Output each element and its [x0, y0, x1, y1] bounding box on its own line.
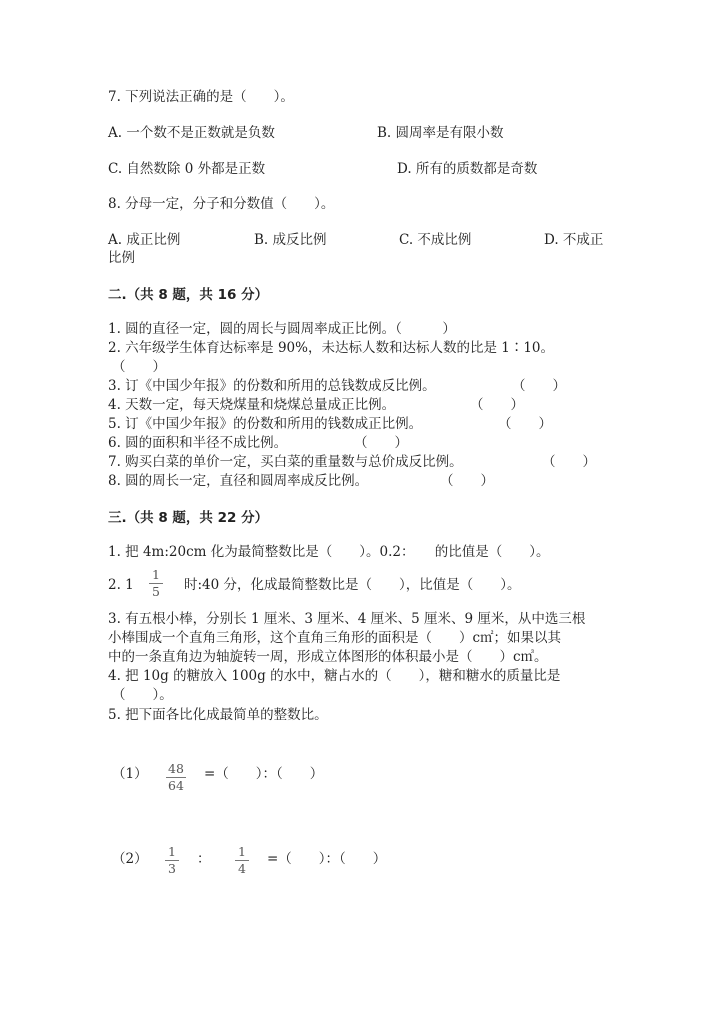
subproblem-2-colon: ：	[197, 851, 211, 867]
q8-option-c: C. 不成比例	[399, 232, 472, 248]
q7-option-c: C. 自然数除 0 外都是正数	[108, 161, 266, 177]
subproblem-1-fraction	[166, 762, 186, 793]
fraction-denominator: 5	[152, 584, 160, 599]
s3-question-4-line-1: 4. 把 10g 的糖放入 100g 的水中，糖占水的（ ），糖和糖水的质量比是	[108, 668, 561, 684]
s2-item-5-blank: （ ）	[498, 416, 552, 432]
s2-item-4: 4. 天数一定，每天烧煤量和烧煤总量成正比例。	[108, 397, 396, 413]
subproblem-2-answer: =（ ）：（ ）	[267, 851, 387, 867]
s2-item-2: 2. 六年级学生体育达标率是 90%，未达标人数和达标人数的比是 1∶10。	[108, 340, 555, 356]
question-8-stem: 8. 分母一定，分子和分数值（ ）。	[108, 196, 335, 212]
q8-option-b: B. 成反比例	[254, 232, 327, 248]
subproblem-1-answer: =（ ）：（ ）	[204, 766, 324, 782]
s2-item-2-blank: （ ）	[112, 359, 166, 375]
fraction-denominator: 4	[238, 861, 246, 876]
s2-item-1: 1. 圆的直径一定，圆的周长与圆周率成正比例。（ ）	[108, 321, 456, 337]
q7-option-b: B. 圆周率是有限小数	[377, 125, 504, 141]
s2-item-8-blank: （ ）	[440, 473, 494, 489]
subproblem-2-fraction-1	[165, 845, 179, 876]
fraction-numerator: 48	[168, 761, 184, 776]
q7-option-a: A. 一个数不是正数就是负数	[108, 125, 275, 141]
q8-option-a: A. 成正比例	[108, 232, 181, 248]
q8-option-d-wrap: 比例	[108, 250, 135, 266]
section-2-title: 二.（共 8 题，共 16 分）	[108, 287, 269, 303]
subproblem-2-label: （2）	[112, 851, 148, 867]
q8-option-d: D. 不成正	[544, 232, 604, 248]
s2-item-7: 7. 购买白菜的单价一定，买白菜的重量数与总价成反比例。	[108, 454, 463, 470]
s2-item-6-blank: （ ）	[354, 435, 408, 451]
fraction-denominator: 3	[168, 861, 176, 876]
subproblem-2-fraction-2	[235, 845, 249, 876]
subproblem-1-label: （1）	[112, 766, 148, 782]
section-3-title: 三.（共 8 题，共 22 分）	[108, 510, 269, 526]
s2-item-3-blank: （ ）	[512, 378, 566, 394]
s2-item-4-blank: （ ）	[470, 397, 524, 413]
s2-item-5: 5. 订《中国少年报》的份数和所用的钱数成正比例。	[108, 416, 423, 432]
s2-item-6: 6. 圆的面积和半径不成比例。	[108, 435, 288, 451]
s3-question-2-start: 2. 1	[108, 577, 134, 593]
s3-question-4-line-2: （ ）。	[112, 687, 173, 703]
q7-option-d: D. 所有的质数都是奇数	[397, 161, 538, 177]
fraction-numerator: 1	[152, 567, 160, 582]
question-7-stem: 7. 下列说法正确的是（ ）。	[108, 89, 294, 105]
s2-item-7-blank: （ ）	[542, 454, 596, 470]
fraction-numerator: 1	[168, 844, 176, 859]
s3-question-1: 1. 把 4m:20cm 化为最简整数比是（ ）。0.2： 的比值是（ ）。	[108, 544, 550, 560]
s3-question-5: 5. 把下面各比化成最简单的整数比。	[108, 707, 328, 723]
q2-fraction	[149, 568, 163, 599]
s3-question-3-line-1: 3. 有五根小棒，分别长 1 厘米、3 厘米、4 厘米、5 厘米、9 厘米，从中选三根	[108, 611, 586, 627]
s3-question-2-rest: 时:40 分，化成最简整数比是（ ），比值是（ ）。	[184, 577, 521, 593]
fraction-denominator: 64	[168, 778, 184, 793]
s2-item-8: 8. 圆的周长一定，直径和圆周率成反比例。	[108, 473, 369, 489]
fraction-numerator: 1	[238, 844, 246, 859]
s3-question-3-line-2: 小棒围成一个直角三角形，这个直角三角形的面积是（ ）c㎡；如果以其	[108, 630, 562, 646]
s2-item-3: 3. 订《中国少年报》的份数和所用的总钱数成反比例。	[108, 378, 436, 394]
s3-question-3-line-3: 中的一条直角边为轴旋转一周，形成立体图形的体积最小是（ ）c㎥。	[108, 649, 548, 665]
